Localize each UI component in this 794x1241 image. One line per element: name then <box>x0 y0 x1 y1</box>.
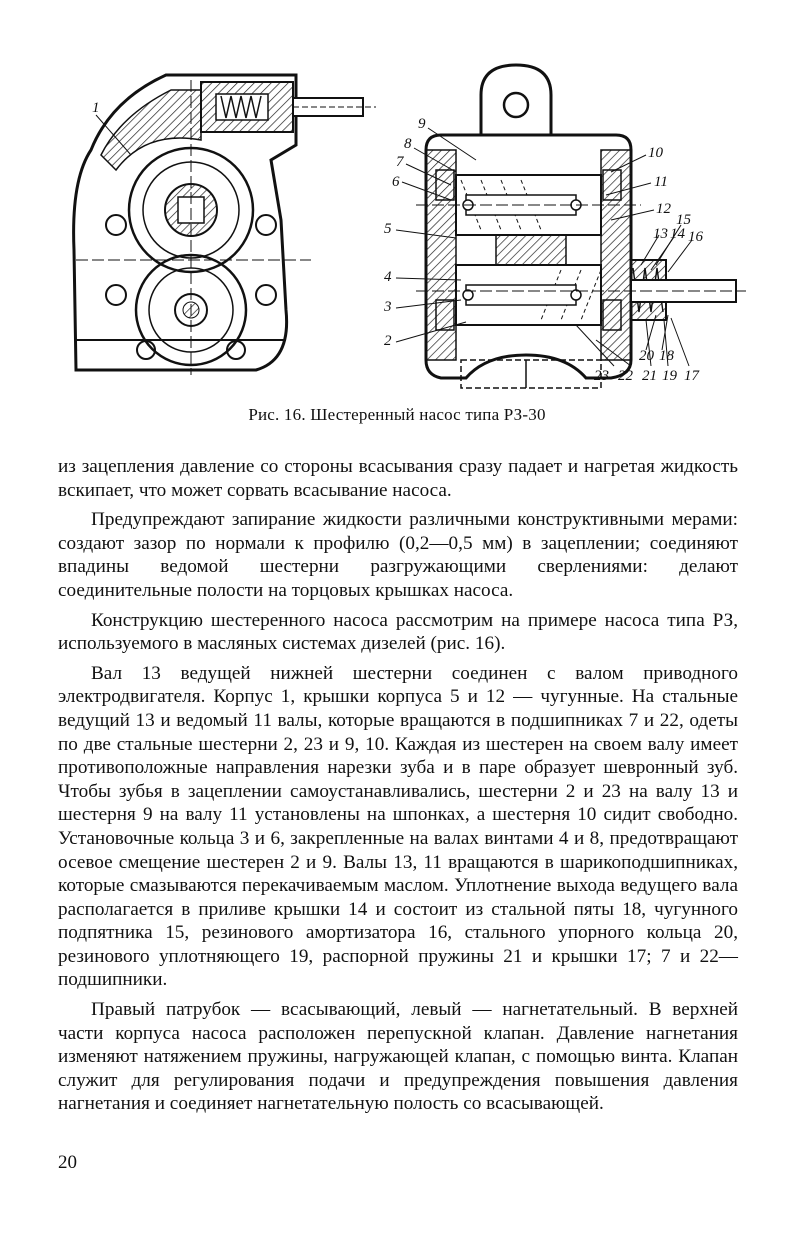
label-19: 19 <box>662 368 677 384</box>
label-3: 3 <box>384 299 392 315</box>
label-2: 2 <box>384 333 392 349</box>
label-18: 18 <box>659 348 674 364</box>
page-number: 20 <box>58 1152 77 1173</box>
paragraph: Правый патрубок — всасывающий, левый — нагнетательный. В верхней части корпуса насоса расположен перепускной клапан. Давление нагнетания изменяют натяжением пружины, нагружающей клапан, с помощью винта. Клапан служит для регулирования подачи и предупреждения повышения давления нагнетания и соединяет нагнетательную полость со всасывающей. <box>58 999 738 1115</box>
paragraph: из зацепления давление со стороны всасывания сразу падает и нагретая жидкость вскипает, что может сорвать всасывание насоса. <box>58 456 738 501</box>
label-12: 12 <box>656 201 671 217</box>
label-5: 5 <box>384 221 392 237</box>
label-4: 4 <box>384 269 392 285</box>
label-13: 13 <box>653 226 668 242</box>
paragraph: Конструкцию шестеренного насоса рассмотрим на примере насоса типа РЗ, используемого в масляных системах дизелей (рис. 16). <box>58 609 738 655</box>
label-16: 16 <box>688 229 703 245</box>
paragraph: Вал 13 ведущей нижней шестерни соединен с валом приводного электродвигателя. Корпус 1, крышки корпуса 5 и 12 — чугунные. На стальные ведущий 13 и ведомый 11 валы, которые вращаются в подшипниках 7 и 22, одеты по две стальные шестерни 2, 23 и 9, 10. Каждая из шестерен на своем валу имеет противоположные направления нарезки зуба и в паре образует шевронный зуб. Чтобы зубья в зацеплении самоустанавливались, шестерни 2 и 23 на валу 13 и шестерня 9 на валу 11 установлены на шпонках, а шестерня 10 сидит свободно. Установочные кольца 3 и 6, закрепленные на валах винтами 4 и 8, предотвращают осевое смещение шестерен 2 и 9. Валы 13, 11 вращаются в шарикоподшипниках, которые смазываются перекачиваемым маслом. Уплотнение выхода ведущего вала располагается в приливе крышки 14 и состоит из стальной пяты 18, чугунного подпятника 15, резинового амортизатора 16, стального упорного кольца 20, резинового уплотняющего 19, распорной пружины 21 и крышки 17; 7 и 22—подшипники. <box>58 662 738 991</box>
label-9: 9 <box>418 116 426 132</box>
label-10: 10 <box>648 145 663 161</box>
label-17: 17 <box>684 368 699 384</box>
label-6: 6 <box>392 174 400 190</box>
label-7: 7 <box>396 154 404 170</box>
label-15: 15 <box>676 212 691 228</box>
label-11: 11 <box>654 174 668 190</box>
label-21: 21 <box>642 368 657 384</box>
figure-caption: Рис. 16. Шестеренный насос типа РЗ-30 <box>248 405 546 424</box>
pump-section-view <box>383 65 746 388</box>
label-20: 20 <box>639 348 654 364</box>
label-1: 1 <box>92 100 100 116</box>
label-14: 14 <box>670 226 685 242</box>
label-23: 23 <box>594 368 609 384</box>
pump-figure <box>56 60 756 405</box>
paragraph: Предупреждают запирание жидкости различными конструктивными мерами: создают зазор по нормали к профилю (0,2—0,5 мм) в зацеплении; соединяют впадины ведомой шестерни разгружающими сверлениями: делают соединительные полости на торцовых крышках насоса. <box>58 509 738 601</box>
label-22: 22 <box>618 368 633 384</box>
body-text <box>58 455 738 1116</box>
pump-end-view <box>74 75 376 375</box>
label-8: 8 <box>404 136 412 152</box>
